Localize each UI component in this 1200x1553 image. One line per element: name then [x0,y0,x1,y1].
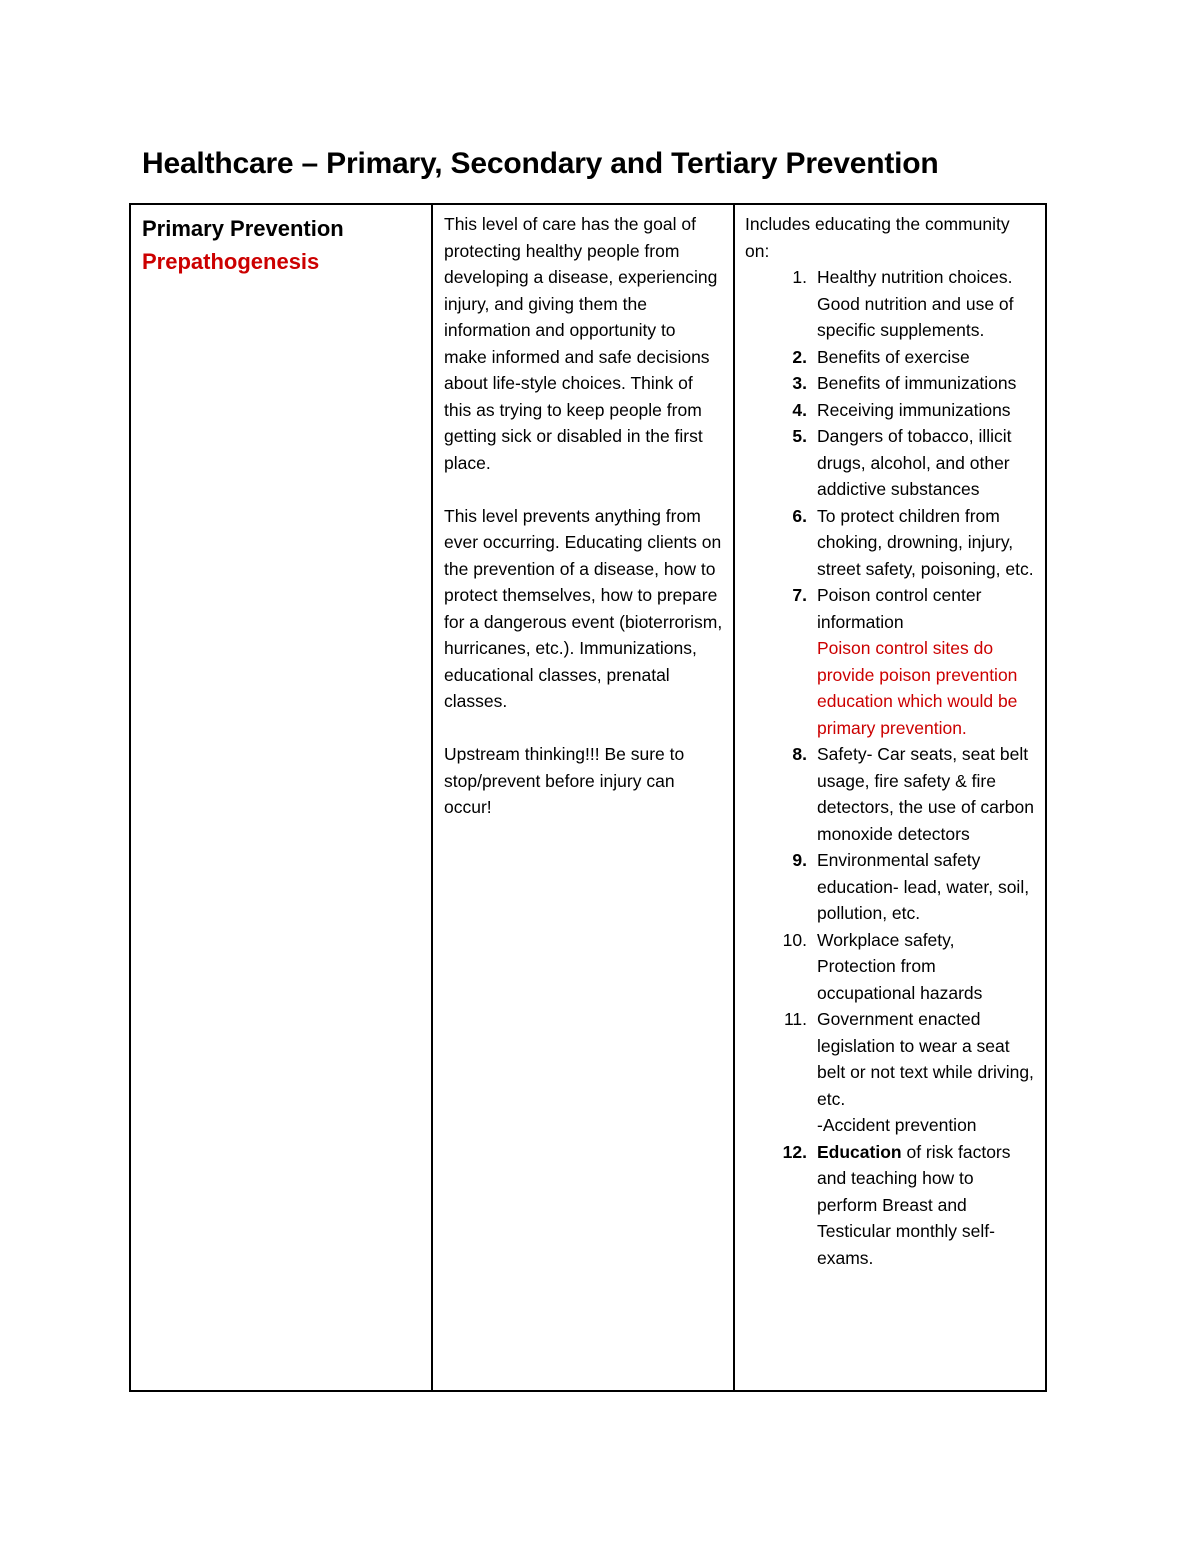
list-item-text: Environmental safety education- lead, water, soil, pollution, etc. [817,850,1030,923]
description-paragraph: This level of care has the goal of protecting healthy people from developing a disease, experiencing injury, and giving them the information and opportunity to make informed and safe decisions about life-style choices. Think of this as trying to keep people from getting sick or disabled in the first place. [444,214,718,473]
list-item-text: Workplace safety, Protection from occupational hazards [817,929,983,1003]
list-item-text: Benefits of immunizations [817,373,1017,393]
education-cell [735,205,1045,1390]
sub-note: -Accident prevention [817,1115,977,1135]
education-list [745,264,1035,1271]
list-number: 11. [783,1009,807,1029]
list-item [745,344,1035,371]
list-item [745,927,1035,1007]
list-number: 4. [792,399,807,420]
description-paragraph: This level prevents anything from ever occurring. Educating clients on the prevention of a disease, how to protect themselves, how to prepare for a dangerous event (bioterrorism, hurricanes, etc.). Immunizations, educational classes, prenatal classes. [444,505,723,711]
list-item-content [817,582,1035,741]
level-cell [131,205,433,1390]
description-cell [433,205,735,1390]
page-title: Healthcare – Primary, Secondary and Tertiary Prevention [142,147,939,180]
list-number: 2. [792,346,807,367]
list-number: 6. [792,505,807,526]
list-item [745,847,1035,927]
list-item-content [817,1139,1035,1272]
list-number: 3. [792,373,807,393]
list-item-text: Healthy nutrition choices. Good nutrition and use of specific supplements. [817,267,1014,340]
prevention-table [129,203,1047,1392]
description-paragraph: Upstream thinking!!! Be sure to stop/prevent before injury can occur! [444,744,685,817]
level-name: Primary Prevention [142,216,344,241]
list-item-text: Receiving immunizations [817,399,1011,420]
list-number: 8. [792,744,807,764]
level-phase: Prepathogenesis [142,249,320,274]
list-item-text: Government enacted legislation to wear a seat belt or not text while driving, etc. [817,1009,1034,1109]
list-item-content [817,1006,1035,1139]
list-item-text: Dangers of tobacco, illicit drugs, alcohol, and other addictive substances [817,426,1012,499]
list-item [745,741,1035,847]
education-intro: Includes educating the community on: [745,214,1010,261]
list-item [745,1006,1035,1139]
list-number: 9. [792,850,807,870]
bold-lead-word: Education [817,1141,902,1162]
list-item [745,423,1035,503]
list-number: 12. [782,1141,807,1162]
list-item-text: Safety- Car seats, seat belt usage, fire safety & fire detectors, the use of carbon monoxide detectors [817,744,1034,844]
list-item-text: of risk factors and teaching how to perform Breast and Testicular monthly self-exams. [817,1141,1011,1268]
list-item [745,582,1035,741]
list-item [745,264,1035,344]
list-number: 10. [782,929,807,950]
highlighted-note: Poison control sites do provide poison prevention education which would be primary prevention. [817,638,1018,738]
list-item-text: To protect children from choking, drowning, injury, street safety, poisoning, etc. [817,505,1034,579]
list-item-text: Benefits of exercise [817,346,970,367]
list-item-text: Poison control center information [817,585,982,632]
list-number: 7. [792,585,807,605]
list-number: 5. [792,426,807,446]
list-item [745,1139,1035,1272]
list-item [745,370,1035,397]
list-number: 1. [792,267,807,287]
list-item [745,397,1035,424]
list-item [745,503,1035,583]
